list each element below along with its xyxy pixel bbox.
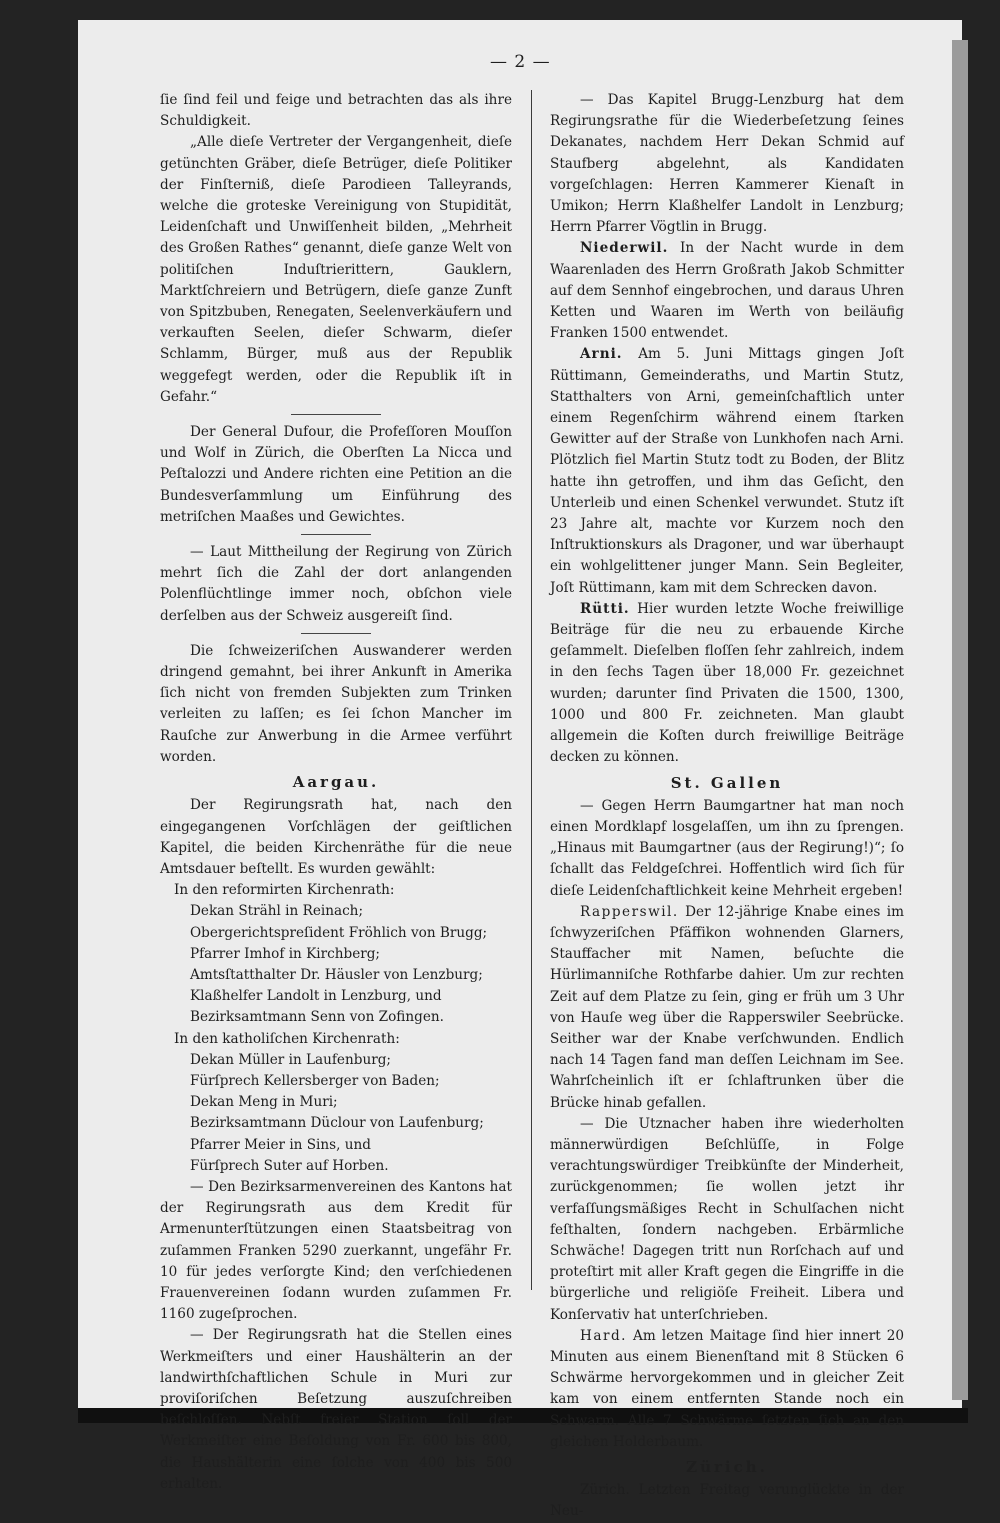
paragraph: — Gegen Herrn Baumgartner hat man noch einen Mordklapf losgelaſſen, um ihn zu ſprengen. „Hinaus mit Baumgartner (aus der Regirung!)“; ſo ſchallt das Feldgeſchrei. Hoffentlich wird ſich für dieſe Leidenſchaftlichkeit keine Mehrheit ergeben! bbox=[550, 797, 904, 899]
paragraph: — Das Kapitel Brugg-Lenzburg hat dem Regirungsrathe für die Wiederbeſetzung ſeines Dekanates, nachdem Herr Dekan Schmid auf Staufberg abgelehnt, als Kandidaten vorgeſchlagen: Herren Kammerer Kienaſt in Umikon; Herrn Klaßhelfer Landolt in Lenzburg; Herrn Pfarrer Vögtlin in Brugg. bbox=[550, 92, 904, 236]
news-item-rutti bbox=[550, 599, 904, 769]
column-divider bbox=[531, 90, 532, 1290]
place-name: Hard. bbox=[580, 1327, 627, 1344]
news-text: Am 5. Juni Mittags gingen Joſt Rüttimann, Gemeinderaths, und Martin Stutz, Statthalters von Arni, gemeinſchaftlich unter einem Regenſchirm während einem ſtarken Gewitter auf der Straße von Lunkhofen nach Arni. Plötzlich fiel Martin Stutz todt zu Boden, der Blitz hatte ihn getroffen, und ihm das Geſicht, den Unterleib und einen Schenkel verwundet. Stutz iſt 23 Jahre alt, machte vor Kurzem noch den Inſtruktionskurs als Dragoner, und war überhaupt ein wohlgelittener junger Mann. Sein Begleiter, Joſt Rüttimann, kam mit dem Schrecken davon. bbox=[550, 346, 904, 596]
list-item: Bezirksamtmann Senn von Zofingen. bbox=[190, 1009, 444, 1026]
section-rule bbox=[301, 633, 371, 634]
left-column bbox=[160, 90, 512, 1495]
list-item: Bezirksamtmann Düclour von Laufenburg; bbox=[190, 1115, 484, 1132]
list-item: Dekan Meng in Muri; bbox=[190, 1094, 338, 1111]
list-item: Amtsſtatthalter Dr. Häusler von Lenzburg; bbox=[190, 966, 483, 983]
list-item: Pfarrer Meier in Sins, und bbox=[190, 1136, 371, 1153]
section-heading-zurich: Zürich. bbox=[686, 1458, 768, 1476]
section-heading-st-gallen: St. Gallen bbox=[670, 773, 784, 792]
place-name: Arni. bbox=[580, 346, 623, 363]
news-item-arni bbox=[550, 344, 904, 598]
place-name: Rapperswil. bbox=[580, 903, 679, 920]
paragraph: — Der Regirungsrath hat die Stellen eines Werkmeiſters und einer Haushälterin an der landwirthſchaftlichen Schule in Muri zur proviſoriſchen Beſetzung auszuſchreiben beſchloſſen. Nebſt freier Station ſoll der Werkmeiſter eine Beſoldung von Fr. 600 bis 800, die Haushälterin eine ſolche von 400 bis 500 erhalten. bbox=[160, 1327, 512, 1492]
paragraph: — Die Utznacher haben ihre wiederholten männerwürdigen Beſchlüſſe, in Folge verachtungswürdiger Treibkünſte der Minderheit, zurückgenommen; ſie wollen jetzt ihr verfaſſungsmäßiges Recht in Schulſachen nicht feſthalten, ſondern nachgeben. Erbärmliche Schwäche! Dagegen tritt nun Rorſchach auf und proteſtirt mit aller Kraft gegen die Eingriffe in die bürgerliche und religiöſe Freiheit. Libera und Konſervativ hat unterſchrieben. bbox=[550, 1115, 904, 1323]
section-rule bbox=[301, 534, 371, 535]
list-item: Fürſprech Suter auf Horben. bbox=[190, 1157, 389, 1174]
paragraph: ſie ſind feil und feige und betrachten das als ihre Schuldigkeit. bbox=[160, 92, 512, 130]
list-item: Dekan Müller in Laufenburg; bbox=[190, 1051, 391, 1068]
page-edge-shadow bbox=[952, 40, 968, 1400]
news-text: Am letzen Maitage ſind hier innert 20 Minuten aus einem Bienenſtand mit 8 Stücken 6 Schwärme hervorgekommen und in gleicher Zeit kam von einem entfernten Stande noch ein Schwarm. Alle 7 Schwärme ſetzten ſich an den gleichen Holderbaum. bbox=[550, 1327, 904, 1450]
list-item: Pfarrer Imhof in Kirchberg; bbox=[190, 945, 381, 962]
list-heading: In den reformirten Kirchenrath: bbox=[174, 882, 395, 899]
paragraph: Zürich. Letzten Freitag verunglückte in der Neu- bbox=[550, 1482, 904, 1520]
paragraph: Der General Dufour, die Profeſſoren Mouſſon und Wolf in Zürich, die Oberſten La Nicca und Peſtalozzi und Andere richten eine Petition an die Bundesverſammlung um Einführung des metriſchen Maaßes und Gewichtes. bbox=[160, 424, 512, 525]
news-text: In der Nacht wurde in dem Waarenladen des Herrn Großrath Jakob Schmitter auf dem Sennhof eingebrochen, und daraus Uhren Ketten und Waaren im Werth von beiläufig Franken 1500 entwendet. bbox=[550, 240, 904, 342]
place-name: Rütti. bbox=[580, 600, 630, 617]
paragraph: — Laut Mittheilung der Regirung von Zürich mehrt ſich die Zahl der dort anlangenden Polenflüchtlinge immer noch, obſchon viele derſelben aus der Schweiz ausgereiſt ſind. bbox=[160, 544, 512, 624]
list-heading: In den katholiſchen Kirchenrath: bbox=[174, 1030, 400, 1047]
news-text: Der 12-jährige Knabe eines im ſchwyzeriſchen Pfäffikon wohnenden Glarners, Stauffacher mit Namen, beſuchte die Hürlimanniſche Rothfarbe dahier. Um zur rechten Zeit auf dem Platze zu ſein, ging er früh um 3 Uhr von Hauſe weg über die Rapperswiler Seebrücke. Seither war der Knabe verſchwunden. Endlich nach 14 Tagen fand man deſſen Leichnam im See. Wahrſcheinlich iſt er ſchlaftrunken über die Brücke hinab gefallen. bbox=[550, 903, 904, 1111]
list-item: Obergerichtspreſident Fröhlich von Brugg; bbox=[190, 924, 488, 941]
section-rule bbox=[291, 414, 381, 415]
paragraph: Die ſchweizeriſchen Auswanderer werden dringend gemahnt, bei ihrer Ankunft in Amerika ſich nicht von fremden Subjekten zum Trinken verleiten zu laſſen; es ſei ſchon Mancher im Rauſche zur Anwerbung in die Armee verführt worden. bbox=[160, 642, 512, 765]
news-item-hard bbox=[550, 1326, 904, 1453]
list-item: Dekan Strähl in Reinach; bbox=[190, 903, 364, 920]
news-item-rapperswil bbox=[550, 902, 904, 1114]
place-name: Niederwil. bbox=[580, 240, 669, 257]
reformed-members-list bbox=[160, 901, 512, 1028]
paragraph: „Alle dieſe Vertreter der Vergangenheit, dieſe getünchten Gräber, dieſe Betrüger, dieſe Politiker der Finſterniß, dieſe Parodieen Talleyrands, welche die groteske Vereinigung von Stupidität, Leidenſchaft und Unwiſſenheit bilden, „Mehrheit des Großen Rathes“ genannt, dieſe ganze Welt von politiſchen Induſtrierittern, Gauklern, Marktſchreiern und Betrügern, dieſe ganze Zunft von Spitzbuben, Renegaten, Seelenverkäufern und verkauften Seelen, dieſer Schwarm, dieſer Schlamm, Bürger, muß aus der Republik weggefegt werden, oder die Republik iſt in Gefahr.“ bbox=[160, 134, 512, 405]
paragraph: Der Regirungsrath hat, nach den eingegangenen Vorſchlägen der geiſtlichen Kapitel, die beiden Kirchenräthe für die neue Amtsdauer beſtellt. Es wurden gewählt: bbox=[160, 797, 512, 877]
list-item: Klaßhelfer Landolt in Lenzburg, und bbox=[190, 988, 442, 1005]
section-heading-aargau: Aargau. bbox=[292, 773, 380, 792]
news-item-niederwil bbox=[550, 238, 904, 344]
paragraph: — Den Bezirksarmenvereinen des Kantons hat der Regirungsrath aus dem Kredit für Armenunterſtützungen einen Staatsbeitrag von zuſammen Franken 5290 zuerkannt, ungefähr Fr. 10 für jedes verſorgte Kind; den verſchiedenen Frauenvereinen ſodann wurden zuſammen Fr. 1160 zugeſprochen. bbox=[160, 1178, 512, 1323]
news-text: Hier wurden letzte Woche freiwillige Beiträge für die neu zu erbauende Kirche geſammelt. Dieſelben floſſen ſehr zahlreich, indem in den ſechs Tagen über 18,000 Fr. gezeichnet wurden; darunter ſind Privaten die 1500, 1300, 1000 und 800 Fr. zeichneten. Man glaubt allgemein die Koſten durch freiwillige Beiträge decken zu können. bbox=[550, 600, 904, 766]
list-item: Fürſprech Kellersberger von Baden; bbox=[190, 1072, 440, 1089]
catholic-members-list bbox=[160, 1050, 512, 1177]
page-number: — 2 — bbox=[490, 52, 551, 72]
right-column bbox=[550, 90, 904, 1523]
